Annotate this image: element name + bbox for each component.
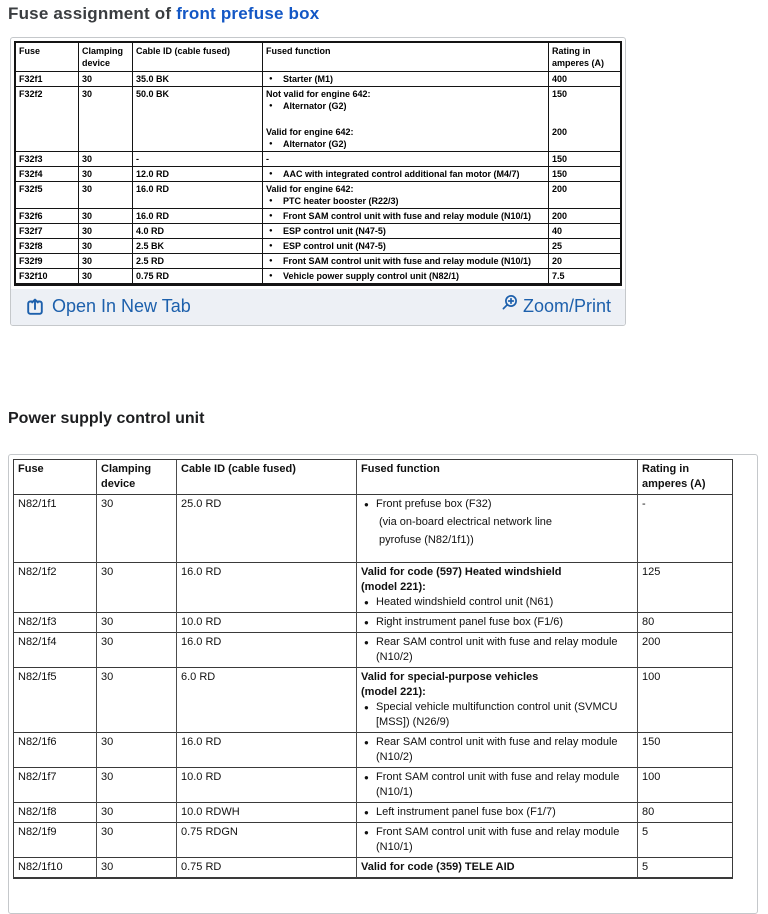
- cable-id-cell: 10.0 RD: [177, 613, 357, 633]
- clamping-device-cell: 30: [79, 72, 133, 87]
- bullet-item: [266, 240, 545, 252]
- table-row: [16, 254, 620, 269]
- bullet-icon: ●: [269, 171, 273, 177]
- table-row: [16, 72, 620, 87]
- fused-function-cell: [263, 152, 549, 167]
- cable-id-cell: 50.0 BK: [133, 87, 263, 152]
- fuse-id-cell: N82/1f5: [14, 668, 97, 733]
- clamping-device-cell: 30: [97, 613, 177, 633]
- fused-function-cell: [263, 209, 549, 224]
- fuse-id-cell: F32f8: [16, 239, 79, 254]
- clamping-device-cell: 30: [79, 269, 133, 284]
- col-fuse: Fuse: [16, 43, 79, 72]
- bullet-text: Starter (M1): [283, 74, 334, 84]
- bullet-icon: ●: [364, 500, 369, 509]
- bullet-text: Front prefuse box (F32): [376, 498, 492, 510]
- fused-function-cell: [263, 269, 549, 284]
- rating-cell: 80: [638, 803, 732, 823]
- fuse-id-cell: F32f1: [16, 72, 79, 87]
- table-row: [14, 668, 732, 733]
- bullet-item: [266, 168, 545, 180]
- bullet-text: Left instrument panel fuse box (F1/7): [376, 806, 556, 818]
- bullet-text: PTC heater booster (R22/3): [283, 196, 399, 206]
- bullet-item: [266, 210, 545, 222]
- bullet-item: [266, 255, 545, 267]
- rating-cell: 200: [549, 182, 620, 209]
- function-text: -: [266, 154, 269, 164]
- bullet-icon: ●: [269, 76, 273, 82]
- bullet-item: [361, 615, 633, 630]
- table-row: [14, 613, 732, 633]
- bullet-text: Front SAM control unit with fuse and relay module (N10/1): [376, 826, 620, 853]
- bullet-icon: ●: [269, 243, 273, 249]
- table-row: [14, 563, 732, 613]
- bullet-icon: ●: [269, 103, 273, 109]
- fused-function-cell: [357, 823, 638, 858]
- cable-id-cell: 16.0 RD: [133, 209, 263, 224]
- cable-id-cell: 2.5 BK: [133, 239, 263, 254]
- rating-cell: 5: [638, 858, 732, 878]
- col-cable-id: Cable ID (cable fused): [133, 43, 263, 72]
- open-in-new-tab-label: Open In New Tab: [52, 296, 191, 316]
- bullet-text: ESP control unit (N47-5): [283, 226, 386, 236]
- rating-cell: 200: [638, 633, 732, 668]
- cable-id-cell: 10.0 RDWH: [177, 803, 357, 823]
- bullet-text: Front SAM control unit with fuse and relay module (N10/1): [283, 256, 532, 266]
- bullet-icon: ●: [269, 258, 273, 264]
- power-supply-fuse-table: [13, 459, 733, 879]
- clamping-device-cell: 30: [97, 823, 177, 858]
- bullet-icon: ●: [364, 808, 369, 817]
- cable-id-cell: 16.0 RD: [177, 633, 357, 668]
- bullet-icon: ●: [364, 738, 369, 747]
- bullet-icon: ●: [364, 828, 369, 837]
- col-fuse: Fuse: [14, 460, 97, 495]
- clamping-device-cell: 30: [97, 563, 177, 613]
- bullet-icon: ●: [364, 703, 369, 712]
- bullet-item: [361, 635, 633, 665]
- fuse-id-cell: N82/1f7: [14, 768, 97, 803]
- table-row: [14, 495, 732, 563]
- cable-id-cell: 16.0 RD: [177, 563, 357, 613]
- cable-id-cell: 25.0 RD: [177, 495, 357, 563]
- fuse-id-cell: F32f4: [16, 167, 79, 182]
- condition-text: (model 221):: [361, 581, 426, 593]
- fused-function-cell: [263, 119, 549, 152]
- fuse-id-cell: F32f6: [16, 209, 79, 224]
- fused-function-cell: [357, 858, 638, 878]
- clamping-device-cell: 30: [79, 254, 133, 269]
- table-row: [16, 87, 620, 119]
- bullet-icon: ●: [269, 273, 273, 279]
- clamping-device-cell: 30: [79, 239, 133, 254]
- bullet-icon: ●: [269, 228, 273, 234]
- cable-id-cell: 35.0 BK: [133, 72, 263, 87]
- fuse-id-cell: F32f7: [16, 224, 79, 239]
- bullet-item: [266, 100, 545, 112]
- prefuse-box-fuse-table: [14, 41, 622, 286]
- bullet-item: [361, 805, 633, 820]
- page-title-text: Fuse assignment of: [8, 4, 172, 23]
- bullet-icon: ●: [269, 213, 273, 219]
- rating-cell: -: [638, 495, 732, 563]
- condition-text: Valid for engine 642:: [266, 184, 354, 194]
- clamping-device-cell: 30: [97, 495, 177, 563]
- fuse-id-cell: F32f2: [16, 87, 79, 152]
- bullet-text: ESP control unit (N47-5): [283, 241, 386, 251]
- rating-cell: 200: [549, 119, 620, 152]
- spacer: [266, 112, 545, 118]
- fused-function-cell: [263, 239, 549, 254]
- rating-cell: 200: [549, 209, 620, 224]
- fuse-id-cell: N82/1f10: [14, 858, 97, 878]
- power-supply-table-widget: [8, 454, 758, 914]
- page-title: [8, 4, 768, 24]
- clamping-device-cell: 30: [79, 87, 133, 152]
- table-row: [14, 733, 732, 768]
- fused-function-cell: [263, 224, 549, 239]
- bullet-item: [361, 825, 633, 855]
- cable-id-cell: 4.0 RD: [133, 224, 263, 239]
- bullet-text: Rear SAM control unit with fuse and relay module (N10/2): [376, 736, 618, 763]
- col-fused-function: Fused function: [263, 43, 549, 72]
- bullet-text: Rear SAM control unit with fuse and relay module (N10/2): [376, 636, 618, 663]
- rating-cell: 7.5: [549, 269, 620, 284]
- rating-cell: 150: [552, 89, 568, 99]
- fuse-id-cell: N82/1f4: [14, 633, 97, 668]
- bullet-text: Right instrument panel fuse box (F1/6): [376, 616, 564, 628]
- rating-cell: 150: [638, 733, 732, 768]
- clamping-device-cell: 30: [97, 668, 177, 733]
- cable-id-cell: -: [133, 152, 263, 167]
- rating-cell: 40: [549, 224, 620, 239]
- cable-id-cell: 0.75 RD: [177, 858, 357, 878]
- bullet-icon: ●: [364, 638, 369, 647]
- rating-cell: 20: [549, 254, 620, 269]
- bullet-icon: ●: [364, 598, 369, 607]
- fuse-id-cell: F32f10: [16, 269, 79, 284]
- fuse-id-cell: F32f3: [16, 152, 79, 167]
- page: [0, 4, 768, 881]
- front-prefuse-box-link[interactable]: front prefuse box: [176, 4, 320, 23]
- fuse-id-cell: N82/1f2: [14, 563, 97, 613]
- fuse-id-cell: N82/1f3: [14, 613, 97, 633]
- bullet-item: [361, 735, 633, 765]
- bullet-text: Special vehicle multifunction control unit (SVMCU [MSS]) (N26/9): [376, 701, 618, 728]
- fused-function-cell: [263, 254, 549, 269]
- cable-id-cell: 12.0 RD: [133, 167, 263, 182]
- bullet-icon: ●: [269, 198, 273, 204]
- bullet-text: AAC with integrated control additional fan motor (M4/7): [283, 169, 520, 179]
- table-row: [16, 182, 620, 209]
- fused-function-cell: [263, 87, 549, 119]
- rating-cell: 150: [549, 167, 620, 182]
- clamping-device-cell: 30: [79, 224, 133, 239]
- col-fused-function: Fused function: [357, 460, 638, 495]
- condition-text: (model 221):: [361, 686, 426, 698]
- col-rating: Rating in amperes (A): [549, 43, 620, 72]
- cable-id-cell: 2.5 RD: [133, 254, 263, 269]
- bullet-item: [361, 497, 633, 512]
- bullet-item: [361, 595, 633, 610]
- table-row: [14, 858, 732, 878]
- bullet-item: [361, 770, 633, 800]
- fused-function-cell: [357, 668, 638, 733]
- clamping-device-cell: 30: [79, 209, 133, 224]
- bullet-item: [266, 138, 545, 150]
- fused-function-cell: [357, 613, 638, 633]
- table-row: [16, 239, 620, 254]
- bullet-text: Vehicle power supply control unit (N82/1): [283, 271, 460, 281]
- fused-function-cell: [263, 72, 549, 87]
- bullet-text: Front SAM control unit with fuse and relay module (N10/1): [376, 771, 620, 798]
- magnifier-plus-icon: [500, 294, 519, 313]
- zoom-print-button[interactable]: [500, 296, 611, 317]
- rating-cell: 125: [638, 563, 732, 613]
- table-row: [16, 224, 620, 239]
- bullet-text: Front SAM control unit with fuse and relay module (N10/1): [283, 211, 532, 221]
- bullet-item: [266, 195, 545, 207]
- fused-function-cell: [263, 167, 549, 182]
- rating-cell: 80: [638, 613, 732, 633]
- bullet-text: Heated windshield control unit (N61): [376, 596, 554, 608]
- col-cable-id: Cable ID (cable fused): [177, 460, 357, 495]
- fused-function-cell: [357, 733, 638, 768]
- fuse-id-cell: N82/1f9: [14, 823, 97, 858]
- bullet-text: Alternator (G2): [283, 101, 347, 111]
- table-row: [16, 209, 620, 224]
- bullet-text: Alternator (G2): [283, 139, 347, 149]
- open-in-new-tab-icon: [25, 297, 45, 317]
- fused-function-cell: [357, 633, 638, 668]
- clamping-device-cell: 30: [97, 633, 177, 668]
- fuse-id-cell: N82/1f8: [14, 803, 97, 823]
- col-clamping-device: Clamping device: [79, 43, 133, 72]
- prefuse-box-table-widget: [10, 37, 626, 326]
- cable-id-cell: 16.0 RD: [133, 182, 263, 209]
- bullet-item: [361, 700, 633, 730]
- table-row: [16, 269, 620, 284]
- table-row: [14, 803, 732, 823]
- rating-cell: 400: [549, 72, 620, 87]
- widget-links-bar: [11, 289, 625, 325]
- condition-text: Valid for code (597) Heated windshield: [361, 566, 562, 578]
- fused-function-cell: [357, 563, 638, 613]
- bullet-icon: ●: [364, 773, 369, 782]
- cable-id-cell: 10.0 RD: [177, 768, 357, 803]
- bullet-item: [266, 270, 545, 282]
- clamping-device-cell: 30: [97, 733, 177, 768]
- table-row: [14, 633, 732, 668]
- fused-function-cell: [357, 495, 638, 563]
- clamping-device-cell: 30: [79, 152, 133, 167]
- condition-text: Valid for code (359) TELE AID: [361, 861, 515, 873]
- clamping-device-cell: 30: [97, 858, 177, 878]
- bullet-icon: ●: [364, 618, 369, 627]
- fused-function-cell: [357, 768, 638, 803]
- open-in-new-tab-button[interactable]: [25, 296, 191, 317]
- fused-function-cell: [357, 803, 638, 823]
- table-row: [16, 167, 620, 182]
- function-text: (via on-board electrical network line: [379, 516, 553, 528]
- rating-cell: 100: [638, 768, 732, 803]
- clamping-device-cell: 30: [97, 768, 177, 803]
- header-row: [16, 43, 620, 72]
- rating-cell: 150: [549, 152, 620, 167]
- fused-function-cell: [263, 182, 549, 209]
- cable-id-cell: 6.0 RD: [177, 668, 357, 733]
- clamping-device-cell: 30: [79, 167, 133, 182]
- fuse-id-cell: N82/1f6: [14, 733, 97, 768]
- spacer: [361, 548, 633, 560]
- header-row: [14, 460, 732, 495]
- table-row: [14, 768, 732, 803]
- condition-text: Valid for special-purpose vehicles: [361, 671, 539, 683]
- col-clamping-device: Clamping device: [97, 460, 177, 495]
- clamping-device-cell: 30: [79, 182, 133, 209]
- bullet-item: [266, 225, 545, 237]
- condition-text: Valid for engine 642:: [266, 127, 354, 137]
- fuse-id-cell: F32f9: [16, 254, 79, 269]
- rating-cell: 5: [638, 823, 732, 858]
- clamping-device-cell: 30: [97, 803, 177, 823]
- cable-id-cell: 0.75 RD: [133, 269, 263, 284]
- condition-text: Not valid for engine 642:: [266, 89, 371, 99]
- rating-cell: 25: [549, 239, 620, 254]
- bullet-item: [266, 73, 545, 85]
- col-rating: Rating in amperes (A): [638, 460, 732, 495]
- cable-id-cell: 0.75 RDGN: [177, 823, 357, 858]
- table-row: [14, 823, 732, 858]
- cable-id-cell: 16.0 RD: [177, 733, 357, 768]
- zoom-print-label: Zoom/Print: [522, 296, 611, 316]
- fuse-id-cell: N82/1f1: [14, 495, 97, 563]
- table-row: [16, 152, 620, 167]
- function-text: pyrofuse (N82/1f1)): [379, 534, 474, 546]
- rating-cell: 100: [638, 668, 732, 733]
- bullet-icon: ●: [269, 141, 273, 147]
- section-heading: Power supply control unit: [8, 410, 205, 427]
- fuse-id-cell: F32f5: [16, 182, 79, 209]
